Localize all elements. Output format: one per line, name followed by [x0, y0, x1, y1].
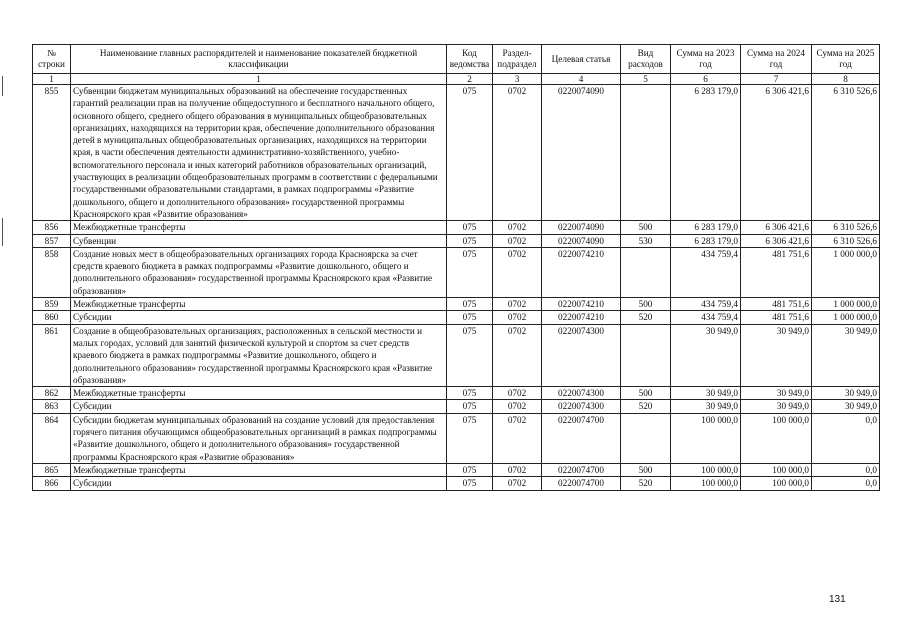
table-row: [33, 234, 880, 247]
row-dept-code: 075: [447, 477, 493, 490]
column-number: 7: [741, 74, 812, 85]
table-row: [33, 311, 880, 324]
row-name: Межбюджетные трансферты: [71, 463, 447, 476]
row-expense-type: 530: [621, 234, 671, 247]
row-expense-type: 500: [621, 463, 671, 476]
row-sum-2024: 481 751,6: [741, 311, 812, 324]
row-name: Субвенции бюджетам муниципальных образований на обеспечение государственных гарантий реализации прав на получение общедоступного и бесплатного начального общего, основного общего, среднего общего образования в муниципальных общеобразовательных организациях, находящихся на территории края, обеспечение дополнительного образования детей в муниципальных общеобразовательных организациях, находящихся на территории края, в части обеспечения деятельности административно-хозяйственного, учебно-вспомогательного персонала и иных категорий работников образовательных организаций, участвующих в реализации общеобразовательных программ в соответствии с федеральными государственными образовательными стандартами, в рамках подпрограммы «Развитие дошкольного, общего и дополнительного образования» государственной программы Красноярского края «Развитие образования»: [71, 85, 447, 221]
row-dept-code: 075: [447, 85, 493, 221]
row-sum-2023: 6 283 179,0: [671, 221, 741, 234]
row-sum-2025: 1 000 000,0: [812, 247, 880, 297]
row-sum-2023: 30 949,0: [671, 387, 741, 400]
row-sum-2023: 100 000,0: [671, 413, 741, 463]
row-sum-2024: 30 949,0: [741, 324, 812, 386]
row-section: 0702: [493, 400, 542, 413]
row-target-article: 0220074210: [542, 247, 621, 297]
table-row: [33, 221, 880, 234]
row-dept-code: 075: [447, 324, 493, 386]
header-sum-2023: Сумма на 2023 год: [671, 45, 741, 74]
row-section: 0702: [493, 221, 542, 234]
column-number: 3: [493, 74, 542, 85]
row-dept-code: 075: [447, 400, 493, 413]
row-name: Межбюджетные трансферты: [71, 221, 447, 234]
row-name: Субвенции: [71, 234, 447, 247]
row-expense-type: [621, 85, 671, 221]
row-sum-2024: 100 000,0: [741, 463, 812, 476]
table-row: [33, 298, 880, 311]
table-header-row: [33, 45, 880, 74]
row-sum-2025: 6 310 526,6: [812, 221, 880, 234]
scan-edge-mark: [2, 218, 3, 246]
row-section: 0702: [493, 298, 542, 311]
table-row: [33, 324, 880, 386]
row-expense-type: 520: [621, 477, 671, 490]
row-number: 862: [33, 387, 71, 400]
table-row: [33, 413, 880, 463]
row-dept-code: 075: [447, 311, 493, 324]
table-row: [33, 85, 880, 221]
row-expense-type: 500: [621, 387, 671, 400]
row-sum-2024: 6 306 421,6: [741, 85, 812, 221]
row-dept-code: 075: [447, 387, 493, 400]
row-sum-2025: 30 949,0: [812, 400, 880, 413]
row-sum-2025: 0,0: [812, 477, 880, 490]
column-number: 5: [621, 74, 671, 85]
row-number: 857: [33, 234, 71, 247]
row-sum-2024: 6 306 421,6: [741, 221, 812, 234]
page-number: 131: [829, 594, 846, 605]
row-section: 0702: [493, 477, 542, 490]
row-number: 864: [33, 413, 71, 463]
row-section: 0702: [493, 463, 542, 476]
column-number: 4: [542, 74, 621, 85]
row-target-article: 0220074210: [542, 298, 621, 311]
row-sum-2025: 30 949,0: [812, 387, 880, 400]
scan-edge-mark: [2, 76, 3, 96]
row-target-article: 0220074300: [542, 400, 621, 413]
row-sum-2025: 0,0: [812, 463, 880, 476]
row-sum-2023: 434 759,4: [671, 311, 741, 324]
table-row: [33, 400, 880, 413]
row-target-article: 0220074090: [542, 85, 621, 221]
row-section: 0702: [493, 85, 542, 221]
row-sum-2025: 6 310 526,6: [812, 85, 880, 221]
row-sum-2024: 100 000,0: [741, 413, 812, 463]
row-sum-2024: 100 000,0: [741, 477, 812, 490]
row-sum-2023: 30 949,0: [671, 400, 741, 413]
row-section: 0702: [493, 311, 542, 324]
column-number: 1: [71, 74, 447, 85]
row-expense-type: [621, 324, 671, 386]
row-name: Субсидии бюджетам муниципальных образований на создание условий для предоставления горячего питания обучающимся общеобразовательных организаций в рамках подпрограммы «Развитие дошкольного, общего и дополнительного образования» государственной программы Красноярского края «Развитие образования»: [71, 413, 447, 463]
row-name: Субсидии: [71, 311, 447, 324]
row-sum-2025: 1 000 000,0: [812, 298, 880, 311]
header-sum-2025: Сумма на 2025 год: [812, 45, 880, 74]
row-number: 860: [33, 311, 71, 324]
row-expense-type: 520: [621, 311, 671, 324]
row-expense-type: 500: [621, 221, 671, 234]
header-sum-2024: Сумма на 2024 год: [741, 45, 812, 74]
row-section: 0702: [493, 324, 542, 386]
row-sum-2023: 100 000,0: [671, 477, 741, 490]
row-dept-code: 075: [447, 247, 493, 297]
row-sum-2023: 6 283 179,0: [671, 234, 741, 247]
table-row: [33, 247, 880, 297]
budget-table: [32, 44, 880, 491]
header-name: Наименование главных распорядителей и наименование показателей бюджетной классификации: [71, 45, 447, 74]
header-row-number: № строки: [33, 45, 71, 74]
row-dept-code: 075: [447, 463, 493, 476]
row-sum-2023: 30 949,0: [671, 324, 741, 386]
column-number: 2: [447, 74, 493, 85]
row-sum-2024: 30 949,0: [741, 400, 812, 413]
row-sum-2024: 30 949,0: [741, 387, 812, 400]
table-row: [33, 463, 880, 476]
row-section: 0702: [493, 234, 542, 247]
column-number-row: [33, 74, 880, 85]
row-name: Межбюджетные трансферты: [71, 298, 447, 311]
row-target-article: 0220074090: [542, 221, 621, 234]
row-target-article: 0220074090: [542, 234, 621, 247]
header-dept-code: Код ведомства: [447, 45, 493, 74]
row-section: 0702: [493, 387, 542, 400]
row-name: Межбюджетные трансферты: [71, 387, 447, 400]
row-section: 0702: [493, 247, 542, 297]
row-sum-2024: 481 751,6: [741, 247, 812, 297]
row-expense-type: [621, 247, 671, 297]
row-expense-type: 520: [621, 400, 671, 413]
table-row: [33, 387, 880, 400]
row-target-article: 0220074700: [542, 463, 621, 476]
row-target-article: 0220074700: [542, 413, 621, 463]
row-name: Субсидии: [71, 400, 447, 413]
row-sum-2025: 6 310 526,6: [812, 234, 880, 247]
row-section: 0702: [493, 413, 542, 463]
column-number: 1: [33, 74, 71, 85]
row-sum-2025: 1 000 000,0: [812, 311, 880, 324]
row-target-article: 0220074300: [542, 324, 621, 386]
row-target-article: 0220074300: [542, 387, 621, 400]
row-number: 858: [33, 247, 71, 297]
row-sum-2025: 0,0: [812, 413, 880, 463]
row-number: 865: [33, 463, 71, 476]
row-number: 861: [33, 324, 71, 386]
row-sum-2023: 6 283 179,0: [671, 85, 741, 221]
row-expense-type: 500: [621, 298, 671, 311]
row-dept-code: 075: [447, 221, 493, 234]
row-number: 866: [33, 477, 71, 490]
row-dept-code: 075: [447, 234, 493, 247]
row-expense-type: [621, 413, 671, 463]
row-sum-2025: 30 949,0: [812, 324, 880, 386]
row-name: Создание новых мест в общеобразовательных организациях города Красноярска за счет средств краевого бюджета в рамках подпрограммы «Развитие дошкольного, общего и дополнительного образования» государственной программы Красноярского края «Развитие образования»: [71, 247, 447, 297]
row-name: Создание в общеобразовательных организациях, расположенных в сельской местности и малых городах, условий для занятий физической культурой и спортом за счет средств краевого бюджета в рамках подпрограммы «Развитие дошкольного, общего и дополнительного образования» государственной программы Красноярского края «Развитие образования»: [71, 324, 447, 386]
column-number: 8: [812, 74, 880, 85]
row-sum-2023: 100 000,0: [671, 463, 741, 476]
row-dept-code: 075: [447, 413, 493, 463]
header-expense-type: Вид расходов: [621, 45, 671, 74]
row-name: Субсидии: [71, 477, 447, 490]
row-number: 855: [33, 85, 71, 221]
row-number: 859: [33, 298, 71, 311]
row-sum-2024: 481 751,6: [741, 298, 812, 311]
row-sum-2023: 434 759,4: [671, 247, 741, 297]
header-target-article: Целевая статья: [542, 45, 621, 74]
row-number: 856: [33, 221, 71, 234]
header-section: Раздел-подраздел: [493, 45, 542, 74]
row-sum-2024: 6 306 421,6: [741, 234, 812, 247]
column-number: 6: [671, 74, 741, 85]
row-dept-code: 075: [447, 298, 493, 311]
row-sum-2023: 434 759,4: [671, 298, 741, 311]
row-target-article: 0220074210: [542, 311, 621, 324]
row-number: 863: [33, 400, 71, 413]
table-row: [33, 477, 880, 490]
row-target-article: 0220074700: [542, 477, 621, 490]
